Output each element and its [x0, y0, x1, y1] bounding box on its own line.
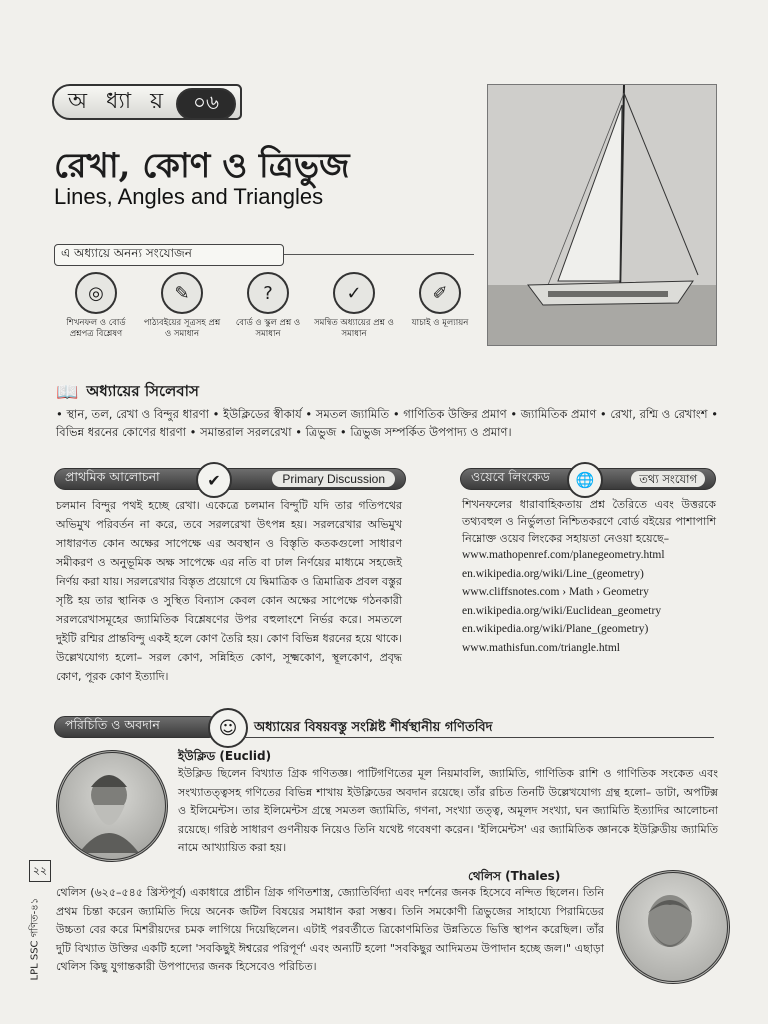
connection-item-label: বোর্ড ও স্কুল প্রশ্ন ও সমাধান [235, 318, 301, 339]
web-link[interactable]: www.cliffsnotes.com › Math › Geometry [462, 586, 649, 598]
chapter-badge [52, 84, 242, 120]
connection-item-label: পাঠ্যবইয়ের সূত্রসহ প্রশ্ন ও সমাধান [143, 318, 221, 339]
chapter-label: অ ধ্যা য় [68, 88, 170, 114]
chapter-title-bn: রেখা, কোণ ও ত্রিভুজ [54, 146, 350, 186]
web-link[interactable]: en.wikipedia.org/wiki/Euclidean_geometry [462, 604, 662, 617]
web-links-intro: শিখনফলের ধারাবাহিকতায় প্রশ্ন তৈরিতে এবং উত্তরকে তথ্যবহুল ও নির্ভুলতা নিশ্চিতকরণে বোর্ড বইয়ের পাশাপাশি নিম্নোক্ত ওয়েব লিংকের সহায়তা নেওয়া হয়েছে– [462, 498, 716, 545]
chapter-number: ০৬ [176, 88, 236, 120]
thales-name: থেলিস (Thales) [468, 869, 561, 883]
target-icon: ◎ [75, 272, 117, 314]
connection-item-label: শিখনফল ও বোর্ড প্রশ্নপত্র বিশ্লেষণ [66, 318, 126, 339]
thales-portrait [616, 870, 730, 984]
syllabus-text: • স্থান, তল, রেখা ও বিন্দুর ধারণা • ইউক্লিডের স্বীকার্য • সমতল জ্যামিতি • গাণিতিক উক্তির প্রমাণ • জ্যামিতিক প্রমাণ • রেখা, রশ্মি ও রেখাংশ • বিভিন্ন ধরনের কোণের ধারণা • সমান্তরাল সরলরেখা • ত্রিভুজ • ত্রিভুজ সম্পর্কিত উপপাদ্য ও প্রমাণ। [56, 407, 718, 439]
book-icon: ✎ [161, 272, 203, 314]
divider [284, 254, 474, 255]
mathematicians-heading: পরিচিতি ও অবদান [54, 716, 220, 738]
side-label: LPL SSC গণিত-৪১ [29, 897, 41, 981]
checkmark-icon: ✔ [196, 462, 232, 498]
profile-icon: ☺ [208, 708, 248, 748]
connection-item [400, 272, 480, 329]
primary-heading-bn: প্রাথমিক আলোচনা [65, 469, 160, 484]
web-heading-a: ওয়েবে লিংকেড [471, 469, 550, 484]
connection-item-label: যাচাই ও মূল্যায়ন [411, 318, 469, 328]
connection-item [142, 272, 222, 340]
question-icon: ? [247, 272, 289, 314]
syllabus-title: অধ্যায়ের সিলেবাস [86, 382, 199, 400]
web-link[interactable]: www.mathisfun.com/triangle.html [462, 641, 620, 654]
connection-item [228, 272, 308, 340]
connection-heading: এ অধ্যায়ে অনন্য সংযোজন [54, 244, 284, 266]
web-link[interactable]: www.mathopenref.com/planegeometry.html [462, 549, 665, 561]
connection-item [314, 272, 394, 340]
connection-item-label: সমন্বিত অধ্যায়ের প্রশ্ন ও সমাধান [314, 318, 394, 339]
pencil-icon: ✐ [419, 272, 461, 314]
globe-icon: 🌐 [567, 462, 603, 498]
primary-discussion-text: চলমান বিন্দুর পথই হচ্ছে রেখা। একেত্রে চলমান বিন্দুটি যদি তার গতিপথের অভিমুখ পরিবর্তন না করে, তবে সরলরেখা উৎপন্ন হয়। সরলরেখার অভিমুখ সাধারণত কোন অক্ষের সাপেক্ষে এর অবস্থান ও বিস্তৃতি কতকগুলো সাধারণ সমীকরণ ও অনুভূমিক অক্ষ সাপেক্ষে এর নতি বা ঢাল নির্ণয়ের মাধ্যমে সহজেই নির্ণয় করা যায়। সরলরেখার বিস্তৃত প্রয়োগে যে দ্বিমাত্রিক ও ত্রিমাত্রিক প্রবল বস্তুর সৃষ্টি হয় তার স্থানিক ও সুস্থিত বিন্যাস কেবল কোন অক্ষের সাপেক্ষে গঠনকারী সরলরেখাসমূহের জ্যামিতিক বিশ্লেষণের উপর বহুলাংশে নির্ভর করে। সমতলে দুইটি রশ্মির প্রান্তবিন্দু একই হলে কোণ তৈরি হয়। কোণ বিভিন্ন ধরনের হয়ে থাকে। উল্লেখযোগ্য হলো– সরল কোণ, সন্নিহিত কোণ, সূক্ষ্মকোণ, স্থূলকোণ, প্রবৃদ্ধ কোণ, পূরক কোণ ইত্যাদি। [56, 499, 402, 683]
thales-text: থেলিস (৬২৫–৫৪৫ খ্রিস্টপূর্ব) একাধারে প্রাচীন গ্রিক গণিতশাস্ত্র, জ্যোতির্বিদ্যা এবং দর্শনের জনক হিসেবে নন্দিত ছিলেন। তিনি প্রথম চিন্তা করেন জ্যামিতি দিয়ে অনেক জটিল বিষয়ের সমাধান করা সম্ভব। তিনি সমকোণী ত্রিভুজের সাহায্যে পিরামিডের উচ্চতা বের করে মিশরীয়দের চমক লাগিয়ে দিয়েছিলেন। এটাই পরবর্তীতে ত্রিকোণমিতির উন্নতিতে ভিত্তি স্থাপন করেছিল। তাঁর দুটি বিখ্যাত উক্তির একটি হলো 'সবকিছুই ঈশ্বরের পরিপূর্ণ' এবং অন্যটি হলো "সবকিছুর আদিমতম উপাদান হচ্ছে জল।" এছাড়া থেলিস কিছু যুগান্তকারী উপপাদ্যের জনক হিসেবেও পরিচিত। [56, 886, 604, 973]
open-book-icon: 📖 [56, 382, 79, 403]
page-number: ২২ [29, 860, 51, 882]
web-heading-b: তথ্য সংযোগ [631, 471, 705, 487]
connection-item [56, 272, 136, 340]
euclid-name: ইউক্লিড (Euclid) [178, 749, 272, 763]
mathematicians-title: অধ্যায়ের বিষয়বস্তু সংশ্লিষ্ট শীর্ষস্থানীয় গণিতবিদ [244, 718, 714, 738]
check-icon: ✓ [333, 272, 375, 314]
web-links-list [462, 546, 722, 657]
web-link[interactable]: en.wikipedia.org/wiki/Line_(geometry) [462, 567, 644, 580]
sailboat-image [487, 84, 717, 346]
syllabus-heading [56, 380, 199, 405]
web-link[interactable]: en.wikipedia.org/wiki/Plane_(geometry) [462, 623, 649, 635]
euclid-text: ইউক্লিড ছিলেন বিখ্যাত গ্রিক গণিতজ্ঞ। পাটিগণিতের মূল নিয়মাবলি, জ্যামিতি, গাণিতিক রাশি ও গাণিতিক সংকেত এবং সংখ্যাতত্ত্বসহ গণিতের বিভিন্ন শাখায় ইউক্লিডের অবদান রয়েছে। তাঁর রচিত তিনটি উল্লেখযোগ্য গ্রন্থ হলো– ডাটা, অপটিক্স ও ইলিমেন্টস। তার ইলিমেন্টস গ্রন্থে সমতল জ্যামিতি, গণনা, সংখ্যা তত্ত্ব, অমূলদ সংখ্যা, ঘন জ্যামিতি ইত্যাদির আলোচনা রয়েছে। গরিষ্ঠ সাধারণ গুণনীয়ক নিয়েও তিনি যথেষ্ট গবেষণা করেন। 'ইলিমেন্টস' এর জ্যামিতিক জ্ঞানকে ইউক্লিডীয় জ্যামিতি নামে আখ্যায়িত করা হয়। [178, 767, 718, 854]
euclid-portrait [56, 750, 168, 862]
primary-heading-en: Primary Discussion [272, 471, 395, 487]
chapter-title-en: Lines, Angles and Triangles [54, 184, 324, 209]
